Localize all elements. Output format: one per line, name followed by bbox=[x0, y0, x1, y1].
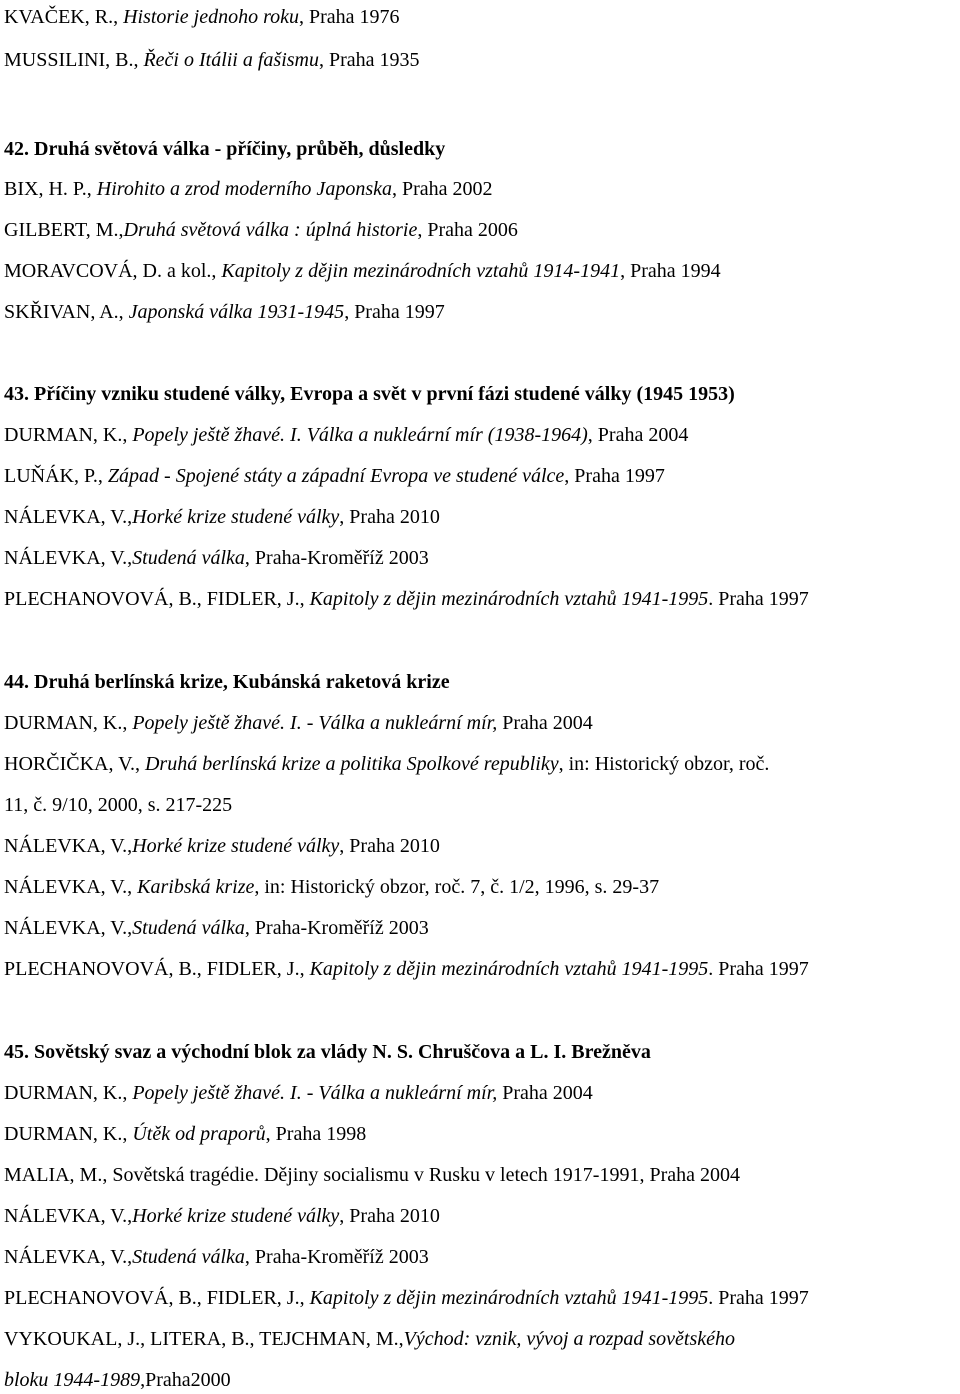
bibliography-entry bbox=[4, 1204, 440, 1228]
entry-text: VYKOUKAL, J., LITERA, B., TEJCHMAN, M., bbox=[4, 1328, 404, 1350]
bibliography-entry bbox=[4, 1163, 740, 1187]
entry-title: Horké krize studené války bbox=[132, 1205, 340, 1227]
entry-text: ,Praha2000 bbox=[140, 1369, 231, 1391]
bibliography-entry bbox=[4, 218, 518, 242]
entry-text: MALIA, M., Sovětská tragédie. Dějiny socialismu v Rusku v letech 1917-1991, Praha 2004 bbox=[4, 1164, 740, 1186]
bibliography-entry bbox=[4, 464, 665, 488]
entry-title: Popely ještě žhavé. I. - Válka a nukleární mír, bbox=[132, 712, 498, 734]
entry-text: NÁLEVKA, V., bbox=[4, 1246, 133, 1268]
entry-text: DURMAN, K., bbox=[4, 1123, 133, 1145]
entry-text: , Praha 1997 bbox=[564, 465, 665, 487]
entry-text: , Praha 1998 bbox=[265, 1123, 367, 1145]
bibliography-entry bbox=[4, 1081, 593, 1105]
bibliography-entry bbox=[4, 5, 400, 29]
bibliography-entry bbox=[4, 834, 440, 858]
entry-text: , Praha-Kroměříž 2003 bbox=[244, 1246, 429, 1268]
bibliography-entry bbox=[4, 423, 688, 447]
bibliography-entry bbox=[4, 587, 809, 611]
entry-title: Západ - Spojené státy a západní Evropa ve studené válce bbox=[107, 465, 565, 487]
entry-title: Studená válka bbox=[132, 917, 245, 939]
entry-title: Popely ještě žhavé. I. - Válka a nukleární mír, bbox=[132, 1082, 498, 1104]
entry-text: GILBERT, M., bbox=[4, 219, 124, 241]
bibliography-entry bbox=[4, 875, 659, 899]
entry-text: NÁLEVKA, V., bbox=[4, 1205, 133, 1227]
entry-text: , Praha 2006 bbox=[417, 219, 518, 241]
section-heading: 45. Sovětský svaz a východní blok za vlády N. S. Chruščova a L. I. Brežněva bbox=[4, 1041, 651, 1063]
entry-title: Historie jednoho roku bbox=[123, 6, 300, 28]
bibliography-entry bbox=[4, 752, 769, 776]
entry-title: Kapitoly z dějin mezinárodních vztahů 1941-1995 bbox=[309, 588, 709, 610]
entry-text: PLECHANOVOVÁ, B., FIDLER, J., bbox=[4, 1287, 310, 1309]
entry-title: Kapitoly z dějin mezinárodních vztahů 1941-1995 bbox=[309, 958, 709, 980]
entry-text: DURMAN, K., bbox=[4, 424, 133, 446]
entry-text: SKŘIVAN, A., bbox=[4, 301, 129, 323]
section-heading: 44. Druhá berlínská krize, Kubánská raketová krize bbox=[4, 671, 450, 693]
bibliography-entry bbox=[4, 300, 445, 324]
entry-text: NÁLEVKA, V., bbox=[4, 547, 133, 569]
entry-text: , in: Historický obzor, roč. 7, č. 1/2, 1996, s. 29-37 bbox=[254, 876, 660, 898]
entry-text: , Praha 2010 bbox=[339, 1205, 440, 1227]
entry-text: . Praha 1997 bbox=[708, 958, 809, 980]
bibliography-entry bbox=[4, 177, 493, 201]
entry-text: , Praha 2004 bbox=[587, 424, 689, 446]
entry-title: Druhá světová válka : úplná historie bbox=[123, 219, 418, 241]
bibliography-entry bbox=[4, 1122, 366, 1146]
entry-title: Studená válka bbox=[132, 547, 245, 569]
bibliography-entry bbox=[4, 711, 593, 735]
entry-title: Druhá berlínská krize a politika Spolkové republiky bbox=[144, 753, 559, 775]
bibliography-entry bbox=[4, 957, 809, 981]
entry-text: , Praha 1994 bbox=[620, 260, 721, 282]
entry-title: Japonská válka 1931-1945 bbox=[128, 301, 345, 323]
entry-text: Praha 2004 bbox=[497, 712, 593, 734]
bibliography-entry bbox=[4, 546, 429, 570]
entry-text: NÁLEVKA, V., bbox=[4, 876, 138, 898]
bibliography-entry bbox=[4, 1245, 429, 1269]
section-heading: 42. Druhá světová válka - příčiny, průběh, důsledky bbox=[4, 138, 446, 160]
entry-title: bloku 1944-1989 bbox=[4, 1369, 141, 1391]
entry-text: Praha 2004 bbox=[497, 1082, 593, 1104]
entry-text: , Praha 1976 bbox=[299, 6, 400, 28]
bibliography-entry bbox=[4, 505, 440, 529]
entry-text: DURMAN, K., bbox=[4, 1082, 133, 1104]
bibliography-entry bbox=[4, 259, 721, 283]
entry-title: Hirohito a zrod moderního Japonska bbox=[96, 178, 392, 200]
entry-text: BIX, H. P., bbox=[4, 178, 97, 200]
entry-text: MORAVCOVÁ, D. a kol., bbox=[4, 260, 222, 282]
entry-text: , Praha-Kroměříž 2003 bbox=[244, 547, 429, 569]
entry-text: NÁLEVKA, V., bbox=[4, 835, 133, 857]
entry-text: , Praha 1935 bbox=[319, 49, 420, 71]
entry-text: KVAČEK, R., bbox=[4, 6, 124, 28]
bibliography-entry bbox=[4, 1368, 231, 1392]
entry-text: 11, č. 9/10, 2000, s. 217-225 bbox=[4, 794, 233, 816]
entry-title: Řeči o Itálii a fašismu bbox=[143, 49, 319, 71]
bibliography-entry bbox=[4, 1286, 809, 1310]
bibliography-entry bbox=[4, 793, 232, 817]
entry-title: Kapitoly z dějin mezinárodních vztahů 1941-1995 bbox=[309, 1287, 709, 1309]
entry-text: , Praha 2010 bbox=[339, 506, 440, 528]
entry-title: Horké krize studené války bbox=[132, 835, 340, 857]
entry-text: , Praha 2010 bbox=[339, 835, 440, 857]
entry-text: MUSSILINI, B., bbox=[4, 49, 144, 71]
entry-title: Popely ještě žhavé. I. Válka a nukleární mír (1938-1964) bbox=[132, 424, 588, 446]
entry-text: PLECHANOVOVÁ, B., FIDLER, J., bbox=[4, 588, 310, 610]
entry-title: Útěk od praporů bbox=[132, 1123, 266, 1145]
entry-text: HORČIČKA, V., bbox=[4, 753, 145, 775]
entry-title: Karibská krize bbox=[137, 876, 255, 898]
bibliography-entry bbox=[4, 48, 420, 72]
entry-title: Kapitoly z dějin mezinárodních vztahů 1914-1941 bbox=[221, 260, 621, 282]
entry-text: , in: Historický obzor, roč. bbox=[558, 753, 770, 775]
entry-text: , Praha 1997 bbox=[344, 301, 445, 323]
bibliography-entry bbox=[4, 1327, 735, 1351]
entry-text: NÁLEVKA, V., bbox=[4, 506, 133, 528]
entry-text: , Praha-Kroměříž 2003 bbox=[244, 917, 429, 939]
entry-text: PLECHANOVOVÁ, B., FIDLER, J., bbox=[4, 958, 310, 980]
entry-title: Horké krize studené války bbox=[132, 506, 340, 528]
entry-title: Východ: vznik, vývoj a rozpad sovětského bbox=[403, 1328, 736, 1350]
entry-text: , Praha 2002 bbox=[391, 178, 493, 200]
entry-text: DURMAN, K., bbox=[4, 712, 133, 734]
entry-text: NÁLEVKA, V., bbox=[4, 917, 133, 939]
entry-text: LUŇÁK, P., bbox=[4, 465, 108, 487]
entry-text: . Praha 1997 bbox=[708, 588, 809, 610]
entry-title: Studená válka bbox=[132, 1246, 245, 1268]
bibliography-entry bbox=[4, 916, 429, 940]
entry-text: . Praha 1997 bbox=[708, 1287, 809, 1309]
section-heading: 43. Příčiny vzniku studené války, Evropa a svět v první fázi studené války (1945 1953) bbox=[4, 383, 735, 405]
